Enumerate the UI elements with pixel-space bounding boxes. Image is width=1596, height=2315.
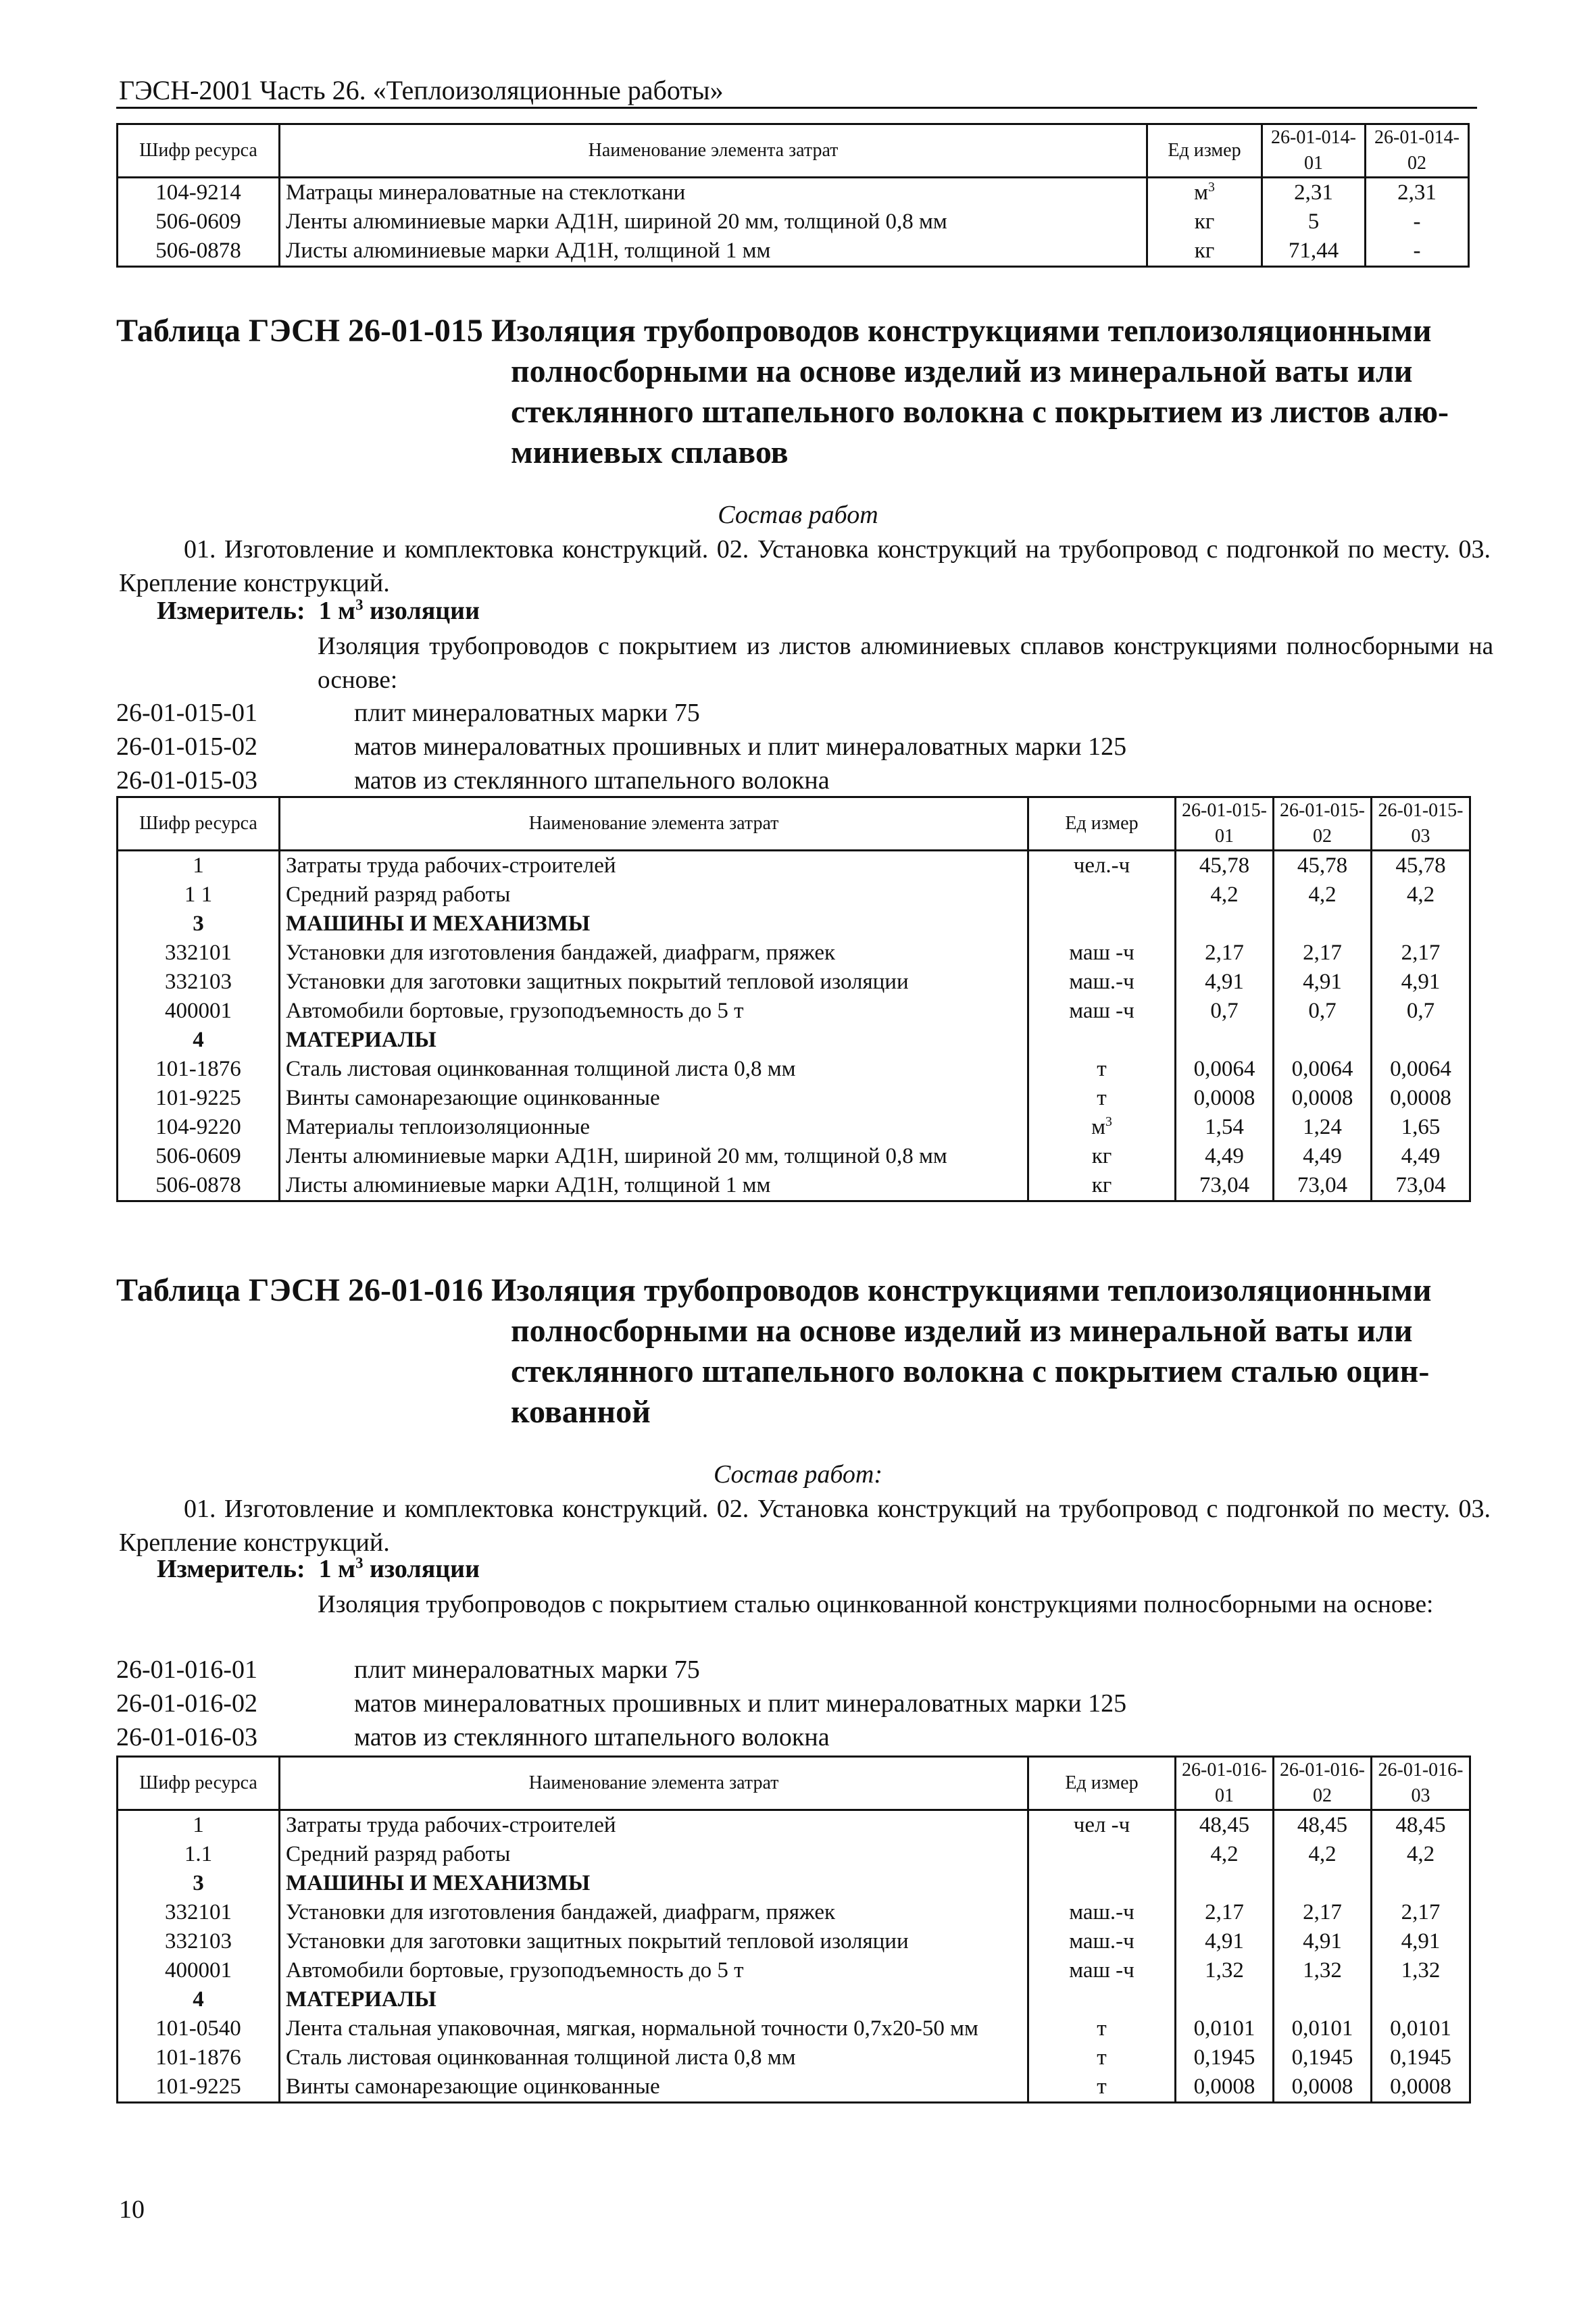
resource-code: 101-1876 <box>118 2043 280 2072</box>
resource-code: 400001 <box>118 997 280 1026</box>
norm-value: 4,49 <box>1274 1142 1372 1171</box>
measure-line <box>157 1554 480 1584</box>
unit-text: т <box>1097 2074 1107 2099</box>
variant-list <box>116 1653 1126 1754</box>
table-row <box>118 1810 1470 1841</box>
variant-text: плит минераловатных марки 75 <box>354 699 700 727</box>
table-title: стеклянного штапельного волокна с покрытием сталью оцин- <box>511 1353 1430 1389</box>
cost-element-name: Материалы теплоизоляционные <box>280 1113 1028 1142</box>
norm-value: 0,7 <box>1372 997 1470 1026</box>
resource-table-016 <box>116 1756 1471 2104</box>
unit-text: м <box>1194 180 1208 205</box>
unit-cell <box>1028 1084 1176 1113</box>
variants-description: Изоляция трубопроводов с покрытием сталью оцинкованной конструкциями полносборными на основе: <box>318 1591 1434 1618</box>
cost-element-name: Установки для изготовления бандажей, диафрагм, пряжек <box>280 939 1028 968</box>
variant-code: 26-01-016-02 <box>116 1689 257 1718</box>
unit-text: маш -ч <box>1069 999 1134 1023</box>
unit-text: маш -ч <box>1069 941 1134 965</box>
norm-value: 73,04 <box>1274 1171 1372 1201</box>
table-row <box>118 968 1470 997</box>
unit-cell <box>1028 1869 1176 1898</box>
unit-text: кг <box>1194 239 1215 263</box>
variant-row <box>116 730 1126 764</box>
unit-cell <box>1028 1026 1176 1055</box>
norm-value: - <box>1366 237 1469 267</box>
variant-code: 26-01-015-02 <box>116 732 257 761</box>
resource-code: 4 <box>118 1985 280 2014</box>
measure-tail: изоляции <box>363 1555 480 1583</box>
cost-element-name: Листы алюминиевые марки АД1Н, толщиной 1 мм <box>280 237 1147 267</box>
resource-code: 506-0878 <box>118 1171 280 1201</box>
unit-text: маш.-ч <box>1069 1900 1134 1924</box>
header-name: Наименование элемента затрат <box>280 1757 1028 1810</box>
unit-cell <box>1028 910 1176 939</box>
resource-code: 104-9220 <box>118 1113 280 1142</box>
variant-code: 26-01-015-01 <box>116 699 257 727</box>
measure-sup: 3 <box>355 596 364 614</box>
table-row <box>118 1898 1470 1927</box>
cost-element-name: Винты самонарезающие оцинкованные <box>280 1084 1028 1113</box>
group-row <box>118 1985 1470 2014</box>
unit-text: чел -ч <box>1073 1813 1130 1837</box>
norm-value <box>1176 1869 1274 1898</box>
variant-code: 26-01-015-03 <box>116 766 257 795</box>
unit-text: т <box>1097 2045 1107 2070</box>
unit-cell <box>1028 2043 1176 2072</box>
header-rule <box>116 107 1477 109</box>
norm-value: 0,7 <box>1274 997 1372 1026</box>
variants-description: Изоляция трубопроводов с покрытием из листов алюминиевых сплавов конструкциями полносборными на основе: <box>318 632 1493 694</box>
variant-row <box>116 764 1126 797</box>
table-row <box>118 1055 1470 1084</box>
norm-value: 2,31 <box>1366 178 1469 208</box>
cost-element-name: Установки для заготовки защитных покрытий тепловой изоляции <box>280 1927 1028 1956</box>
variant-text: матов минераловатных прошивных и плит минераловатных марки 125 <box>354 732 1127 761</box>
unit-text: т <box>1097 1057 1107 1081</box>
header-col: 26-01-015-02 <box>1274 797 1372 851</box>
norm-value: - <box>1366 207 1469 237</box>
norm-value <box>1372 910 1470 939</box>
table-header-row <box>118 124 1469 178</box>
unit-cell <box>1147 178 1262 208</box>
unit-cell <box>1028 2014 1176 2043</box>
norm-value: 1,65 <box>1372 1113 1470 1142</box>
variant-code: 26-01-016-03 <box>116 1723 257 1751</box>
norm-value <box>1176 1985 1274 2014</box>
norm-value: 4,91 <box>1176 968 1274 997</box>
cost-element-name: Ленты алюминиевые марки АД1Н, шириной 20 мм, толщиной 0,8 мм <box>280 207 1147 237</box>
norm-value: 1,32 <box>1176 1956 1274 1985</box>
table-header-row <box>118 797 1470 851</box>
norm-value <box>1274 910 1372 939</box>
cost-element-name: Установки для изготовления бандажей, диафрагм, пряжек <box>280 1898 1028 1927</box>
table-header-row <box>118 1757 1470 1810</box>
unit-cell <box>1028 968 1176 997</box>
norm-value: 2,17 <box>1274 1898 1372 1927</box>
cost-element-name: Средний разряд работы <box>280 1840 1028 1869</box>
table-row <box>118 1171 1470 1201</box>
unit-cell <box>1028 1956 1176 1985</box>
norm-value: 4,91 <box>1372 968 1470 997</box>
header-col: 26-01-014-02 <box>1366 124 1469 178</box>
variant-text: матов минераловатных прошивных и плит минераловатных марки 125 <box>354 1689 1127 1718</box>
cost-element-name: Винты самонарезающие оцинкованные <box>280 2072 1028 2103</box>
table-title: стеклянного штапельного волокна с покрытием из листов алю- <box>511 394 1449 430</box>
table-body <box>118 1810 1470 2103</box>
table-title: миниевых сплавов <box>511 434 789 470</box>
resource-code: 1 <box>118 851 280 881</box>
unit-text: т <box>1097 1086 1107 1110</box>
table-heading-015 <box>116 311 1495 473</box>
table-row <box>118 1113 1470 1142</box>
norm-value: 2,17 <box>1274 939 1372 968</box>
resource-code: 1 1 <box>118 880 280 910</box>
unit-sup: 3 <box>1105 1114 1112 1129</box>
norm-value: 5 <box>1262 207 1366 237</box>
cost-element-name: МАШИНЫ И МЕХАНИЗМЫ <box>280 1869 1028 1898</box>
norm-value: 1,32 <box>1274 1956 1372 1985</box>
table-title: Изоляция трубопроводов конструкциями теплоизоляционными <box>491 1272 1432 1308</box>
measure-label: Измеритель: <box>157 1555 305 1583</box>
variant-row <box>116 1653 1126 1687</box>
table-row <box>118 178 1469 208</box>
header-col: 26-01-015-03 <box>1372 797 1470 851</box>
unit-cell <box>1028 997 1176 1026</box>
norm-value: 71,44 <box>1262 237 1366 267</box>
table-body <box>118 178 1469 267</box>
norm-value: 0,0101 <box>1176 2014 1274 2043</box>
norm-value: 4,49 <box>1372 1142 1470 1171</box>
norm-value <box>1176 1026 1274 1055</box>
norm-value: 0,0008 <box>1176 2072 1274 2103</box>
resource-code: 332101 <box>118 1898 280 1927</box>
norm-value: 4,2 <box>1176 1840 1274 1869</box>
resource-code: 101-9225 <box>118 2072 280 2103</box>
variant-list <box>116 696 1126 797</box>
variant-row <box>116 1687 1126 1720</box>
unit-text: маш -ч <box>1069 1958 1134 1983</box>
variant-text: матов из стеклянного штапельного волокна <box>354 766 830 795</box>
norm-value <box>1274 1985 1372 2014</box>
group-row <box>118 910 1470 939</box>
cost-element-name: Затраты труда рабочих-строителей <box>280 1810 1028 1841</box>
norm-value: 0,0008 <box>1274 1084 1372 1113</box>
unit-text: маш.-ч <box>1069 970 1134 994</box>
header-col: 26-01-015-01 <box>1176 797 1274 851</box>
norm-value: 1,24 <box>1274 1113 1372 1142</box>
unit-text: кг <box>1091 1144 1112 1168</box>
cost-element-name: МАТЕРИАЛЫ <box>280 1026 1028 1055</box>
norm-value: 45,78 <box>1176 851 1274 881</box>
continuation-table <box>116 123 1470 268</box>
cost-element-name: МАТЕРИАЛЫ <box>280 1985 1028 2014</box>
norm-value: 4,91 <box>1372 1927 1470 1956</box>
header-col: 26-01-016-02 <box>1274 1757 1372 1810</box>
header-name: Наименование элемента затрат <box>280 797 1028 851</box>
unit-cell <box>1028 1171 1176 1201</box>
norm-value: 4,2 <box>1274 880 1372 910</box>
table-heading-016 <box>116 1270 1495 1433</box>
header-code: Шифр ресурса <box>118 797 280 851</box>
unit-cell <box>1028 1927 1176 1956</box>
cost-element-name: Ленты алюминиевые марки АД1Н, шириной 20 мм, толщиной 0,8 мм <box>280 1142 1028 1171</box>
unit-cell <box>1147 237 1262 267</box>
group-row <box>118 1026 1470 1055</box>
table-number: Таблица ГЭСН 26-01-015 <box>116 313 483 349</box>
unit-cell <box>1028 1810 1176 1841</box>
cost-element-name: Лента стальная упаковочная, мягкая, нормальной точности 0,7х20-50 мм <box>280 2014 1028 2043</box>
norm-value: 4,91 <box>1176 1927 1274 1956</box>
resource-code: 1 <box>118 1810 280 1841</box>
cost-element-name: Автомобили бортовые, грузоподъемность до 5 т <box>280 1956 1028 1985</box>
resource-code: 506-0878 <box>118 237 280 267</box>
resource-code: 332101 <box>118 939 280 968</box>
resource-code: 101-1876 <box>118 1055 280 1084</box>
norm-value: 2,17 <box>1372 1898 1470 1927</box>
header-unit: Ед измер <box>1028 1757 1176 1810</box>
norm-value: 1,32 <box>1372 1956 1470 1985</box>
resource-code: 3 <box>118 910 280 939</box>
cost-element-name: Листы алюминиевые марки АД1Н, толщиной 1 мм <box>280 1171 1028 1201</box>
table-title: полносборными на основе изделий из минеральной ваты или <box>511 353 1413 389</box>
variant-code: 26-01-016-01 <box>116 1656 257 1684</box>
norm-value <box>1274 1869 1372 1898</box>
unit-cell <box>1028 851 1176 881</box>
unit-sup: 3 <box>1208 180 1215 195</box>
measure-value: 1 м <box>318 1555 356 1583</box>
measure-value: 1 м <box>318 597 356 625</box>
table-row <box>118 2072 1470 2103</box>
norm-value: 2,31 <box>1262 178 1366 208</box>
page-number: 10 <box>119 2195 145 2224</box>
norm-value: 4,91 <box>1274 1927 1372 1956</box>
resource-code: 3 <box>118 1869 280 1898</box>
table-title: Изоляция трубопроводов конструкциями теплоизоляционными <box>491 313 1432 349</box>
norm-value: 2,17 <box>1176 939 1274 968</box>
table-row <box>118 2043 1470 2072</box>
norm-value: 48,45 <box>1372 1810 1470 1841</box>
norm-value: 0,0008 <box>1176 1084 1274 1113</box>
measure-label: Измеритель: <box>157 597 305 625</box>
cost-element-name: Средний разряд работы <box>280 880 1028 910</box>
norm-value: 0,7 <box>1176 997 1274 1026</box>
norm-value: 73,04 <box>1372 1171 1470 1201</box>
unit-cell <box>1147 207 1262 237</box>
table-row <box>118 237 1469 267</box>
norm-value: 4,2 <box>1372 880 1470 910</box>
header-code: Шифр ресурса <box>118 1757 280 1810</box>
norm-value: 45,78 <box>1274 851 1372 881</box>
table-number: Таблица ГЭСН 26-01-016 <box>116 1272 483 1308</box>
norm-value: 0,0008 <box>1274 2072 1372 2103</box>
variant-text: матов из стеклянного штапельного волокна <box>354 1723 830 1751</box>
cost-element-name: Матрацы минераловатные на стеклоткани <box>280 178 1147 208</box>
unit-cell <box>1028 2072 1176 2103</box>
cost-element-name: Сталь листовая оцинкованная толщиной листа 0,8 мм <box>280 2043 1028 2072</box>
header-name: Наименование элемента затрат <box>280 124 1147 178</box>
table-row <box>118 1927 1470 1956</box>
composition-text: 01. Изготовление и комплектовка конструкций. 02. Установка конструкций на трубопровод с подгонкой по месту. 03. Крепление конструкций. <box>119 1495 1491 1557</box>
table-title: кованной <box>511 1394 651 1430</box>
resource-code: 4 <box>118 1026 280 1055</box>
unit-cell <box>1028 1113 1176 1142</box>
norm-value: 4,2 <box>1274 1840 1372 1869</box>
unit-cell <box>1028 1142 1176 1171</box>
norm-value: 0,1945 <box>1176 2043 1274 2072</box>
resource-code: 1.1 <box>118 1840 280 1869</box>
composition-heading: Состав работ: <box>713 1460 883 1489</box>
resource-code: 101-0540 <box>118 2014 280 2043</box>
table-row <box>118 997 1470 1026</box>
cost-element-name: Затраты труда рабочих-строителей <box>280 851 1028 881</box>
cost-element-name: Установки для заготовки защитных покрытий тепловой изоляции <box>280 968 1028 997</box>
norm-value: 48,45 <box>1176 1810 1274 1841</box>
norm-value: 0,0064 <box>1372 1055 1470 1084</box>
norm-value: 1,54 <box>1176 1113 1274 1142</box>
cost-element-name: МАШИНЫ И МЕХАНИЗМЫ <box>280 910 1028 939</box>
variant-text: плит минераловатных марки 75 <box>354 1656 700 1684</box>
unit-text: кг <box>1194 209 1215 234</box>
cost-element-name: Сталь листовая оцинкованная толщиной листа 0,8 мм <box>280 1055 1028 1084</box>
resource-code: 332103 <box>118 1927 280 1956</box>
table-row <box>118 1142 1470 1171</box>
unit-text: т <box>1097 2016 1107 2041</box>
header-col: 26-01-016-03 <box>1372 1757 1470 1810</box>
group-row <box>118 1869 1470 1898</box>
unit-text: чел.-ч <box>1073 853 1130 878</box>
unit-cell <box>1028 939 1176 968</box>
measure-tail: изоляции <box>363 597 480 625</box>
unit-text: м <box>1091 1115 1105 1139</box>
table-body <box>118 851 1470 1201</box>
norm-value: 0,0064 <box>1274 1055 1372 1084</box>
composition-text: 01. Изготовление и комплектовка конструкций. 02. Установка конструкций на трубопровод с подгонкой по месту. 03. Крепление конструкций. <box>119 535 1491 597</box>
resource-code: 104-9214 <box>118 178 280 208</box>
cost-element-name: Автомобили бортовые, грузоподъемность до 5 т <box>280 997 1028 1026</box>
unit-cell <box>1028 1898 1176 1927</box>
resource-code: 332103 <box>118 968 280 997</box>
unit-text: кг <box>1091 1173 1112 1197</box>
header-code: Шифр ресурса <box>118 124 280 178</box>
variant-row <box>116 1720 1126 1754</box>
norm-value: 0,1945 <box>1372 2043 1470 2072</box>
norm-value: 48,45 <box>1274 1810 1372 1841</box>
header-unit: Ед измер <box>1147 124 1262 178</box>
norm-value <box>1274 1026 1372 1055</box>
header-col: 26-01-014-01 <box>1262 124 1366 178</box>
resource-code: 506-0609 <box>118 207 280 237</box>
composition-heading: Состав работ <box>718 501 878 529</box>
norm-value <box>1372 1985 1470 2014</box>
norm-value: 0,1945 <box>1274 2043 1372 2072</box>
header-unit: Ед измер <box>1028 797 1176 851</box>
resource-code: 506-0609 <box>118 1142 280 1171</box>
running-head: ГЭСН-2001 Часть 26. «Теплоизоляционные работы» <box>119 75 724 105</box>
norm-value: 2,17 <box>1372 939 1470 968</box>
table-row <box>118 207 1469 237</box>
norm-value: 45,78 <box>1372 851 1470 881</box>
norm-value <box>1176 910 1274 939</box>
header-col: 26-01-016-01 <box>1176 1757 1274 1810</box>
norm-value <box>1372 1869 1470 1898</box>
norm-value: 4,49 <box>1176 1142 1274 1171</box>
resource-table-015 <box>116 796 1471 1202</box>
resource-code: 101-9225 <box>118 1084 280 1113</box>
norm-value: 0,0008 <box>1372 2072 1470 2103</box>
unit-cell <box>1028 880 1176 910</box>
unit-cell <box>1028 1985 1176 2014</box>
table-row <box>118 2014 1470 2043</box>
unit-cell <box>1028 1055 1176 1084</box>
measure-sup: 3 <box>355 1554 364 1572</box>
table-row <box>118 1840 1470 1869</box>
norm-value: 0,0008 <box>1372 1084 1470 1113</box>
norm-value: 2,17 <box>1176 1898 1274 1927</box>
norm-value: 0,0101 <box>1372 2014 1470 2043</box>
unit-cell <box>1028 1840 1176 1869</box>
measure-line <box>157 596 480 626</box>
norm-value: 0,0064 <box>1176 1055 1274 1084</box>
norm-value: 4,2 <box>1372 1840 1470 1869</box>
table-row <box>118 880 1470 910</box>
resource-code: 400001 <box>118 1956 280 1985</box>
table-row <box>118 851 1470 881</box>
norm-value: 0,0101 <box>1274 2014 1372 2043</box>
table-title: полносборными на основе изделий из минеральной ваты или <box>511 1313 1413 1349</box>
variant-row <box>116 696 1126 730</box>
norm-value: 73,04 <box>1176 1171 1274 1201</box>
table-row <box>118 1084 1470 1113</box>
unit-text: маш.-ч <box>1069 1929 1134 1953</box>
norm-value <box>1372 1026 1470 1055</box>
norm-value: 4,91 <box>1274 968 1372 997</box>
table-row <box>118 1956 1470 1985</box>
table-row <box>118 939 1470 968</box>
norm-value: 4,2 <box>1176 880 1274 910</box>
